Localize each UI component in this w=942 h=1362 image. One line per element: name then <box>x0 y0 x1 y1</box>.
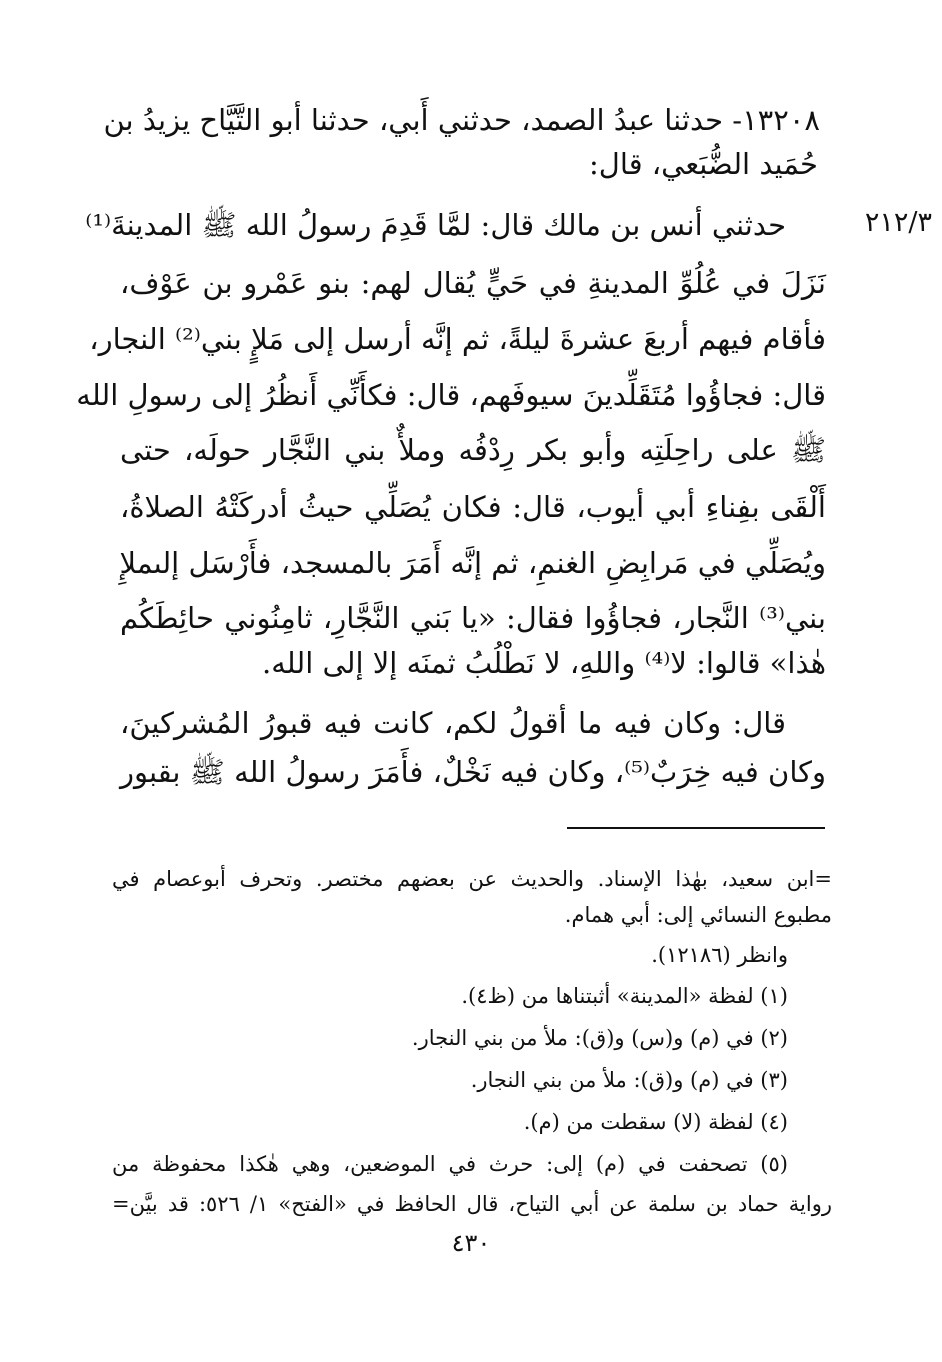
footnote-line: =ابن سعيد، بهٰذا الإسناد. والحديث عن بعضهم مختصر. وتحرف أبوعصام في <box>112 867 832 891</box>
footnote-divider <box>567 827 825 829</box>
page-number: ٤٣٠ <box>451 1229 491 1257</box>
text-line: قال: وكان فيه ما أقولُ لكم، كانت فيه قبورُ المُشركينَ، <box>120 706 786 740</box>
text-line: فأقام فيهم أربعَ عشرةَ ليلةً، ثم إنَّه أرسل إلى مَلإٍ بني⁽²⁾ النجار، <box>89 322 826 356</box>
text-line: هٰذا» قالوا: لا⁽⁴⁾ واللهِ، لا نَطْلُبُ ثمنَه إلا إلى الله. <box>262 646 826 680</box>
text-line: قال: فجاؤُوا مُتَقَلِّدينَ سيوفَهم، قال: فكأَنِّي أَنظُرُ إلى رسولِ الله <box>76 378 826 412</box>
footnote-line: (٣) في (م) و(ق): ملأ من بني النجار. <box>470 1068 788 1092</box>
footnote-line: رواية حماد بن سلمة عن أبي التياح، قال الحافظ في «الفتح» ١/ ٥٢٦: قد بيَّن= <box>112 1192 832 1216</box>
text-line: نَزَلَ في عُلُوِّ المدينةِ في حَيٍّ يُقال لهم: بنو عَمْرو بن عَوْف، <box>120 266 826 300</box>
margin-reference: ٢١٢/٣ <box>864 207 932 238</box>
footnote-line: (٥) تصحفت في (م) إلى: حرث في الموضعين، وهي هٰكذا محفوظة من <box>112 1152 788 1176</box>
footnote-line: مطبوع النسائي إلى: أبي همام. <box>564 903 832 927</box>
narrator-line: حُمَيد الضُّبَعي، قال: <box>589 147 818 181</box>
text-line: أَلْقَى بفِناءِ أبي أيوب، قال: فكان يُصَلِّي حيثُ أدركَتْهُ الصلاةُ، <box>120 490 826 524</box>
text-line: حدثني أنس بن مالك قال: لمَّا قَدِمَ رسولُ الله ﷺ المدينةَ⁽¹⁾ <box>85 208 786 242</box>
footnote-line: (١) لفظة «المدينة» أثبتناها من (ظ٤). <box>461 984 788 1008</box>
footnote-line: (٢) في (م) و(س) و(ق): ملأ من بني النجار. <box>411 1026 788 1050</box>
text-line: ﷺ على راحِلَتِه وأبو بكر رِدْفُه وملأٌ بني النَّجَّار حولَه، حتى <box>120 433 826 467</box>
footnote-line: (٤) لفظة (لا) سقطت من (م). <box>523 1110 788 1134</box>
text-line: وكان فيه خِرَبٌ⁽⁵⁾، وكان فيه نَخْلٌ، فأَمَرَ رسولُ الله ﷺ بقبور <box>120 755 826 789</box>
hadith-number-line: ١٣٢٠٨- حدثنا عبدُ الصمد، حدثني أَبي، حدثنا أبو التَّيَّاح يزيدُ بن <box>103 103 820 137</box>
text-line: بني⁽³⁾ النَّجار، فجاؤُوا فقال: «يا بَني النَّجَّارِ، ثامِنُوني حائِطَكُم <box>120 601 826 635</box>
text-line: ويُصَلِّي في مَرابِضِ الغنمِ، ثم إنَّه أَمَرَ بالمسجد، فأَرْسَل إلىملإِ <box>119 546 826 580</box>
footnote-line: وانظر (١٢١٨٦). <box>651 943 788 967</box>
